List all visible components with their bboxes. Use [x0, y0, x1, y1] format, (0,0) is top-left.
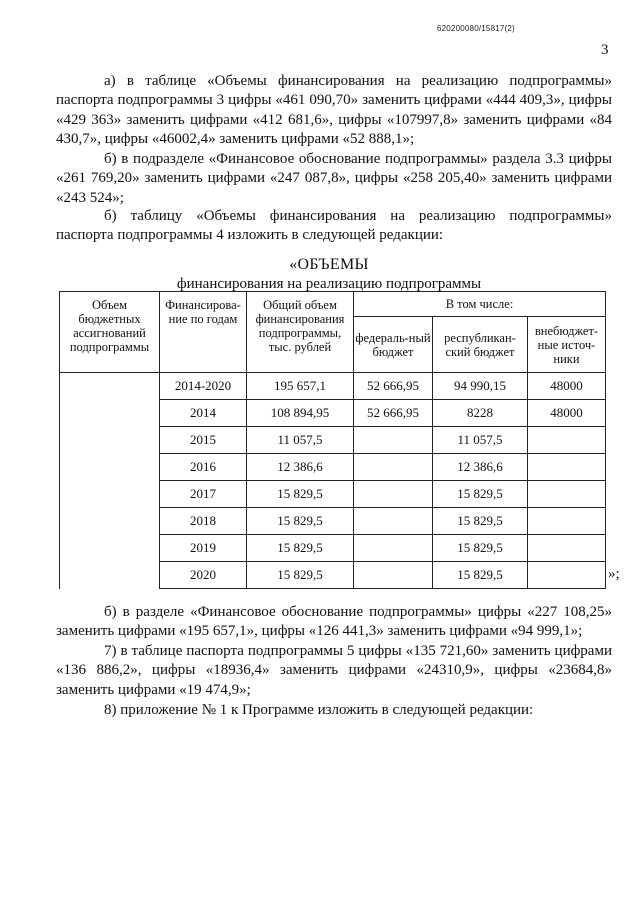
empty-merged-cell: [60, 373, 160, 589]
paragraph-b-financial-justification: б) в подразделе «Финансовое обоснование подпрограммы» раздела 3.3 цифры «261 769,20» заменить цифрами «247 087,8», цифры «258 205,40» заменить цифрами «243 524»;: [56, 151, 612, 206]
cell-year: 2015: [160, 427, 247, 454]
cell-total: 11 057,5: [247, 427, 354, 454]
header-including: В том числе:: [354, 292, 606, 317]
cell-total: 15 829,5: [247, 481, 354, 508]
cell-federal: [354, 535, 433, 562]
paragraph-8-appendix-1: 8) приложение № 1 к Программе изложить в следующей редакции:: [104, 702, 534, 718]
cell-total: 15 829,5: [247, 562, 354, 589]
cell-republican: 15 829,5: [433, 535, 528, 562]
cell-republican: 11 057,5: [433, 427, 528, 454]
document-id: 620200080/15817(2): [437, 24, 515, 33]
cell-extra: 48000: [528, 373, 606, 400]
cell-year: 2014-2020: [160, 373, 247, 400]
table-caption-title: «ОБЪЕМЫ: [289, 256, 369, 273]
cell-year: 2014: [160, 400, 247, 427]
cell-republican: 15 829,5: [433, 508, 528, 535]
table-row: [60, 373, 606, 400]
cell-extra: [528, 562, 606, 589]
cell-federal: 52 666,95: [354, 373, 433, 400]
cell-republican: 15 829,5: [433, 481, 528, 508]
cell-federal: [354, 481, 433, 508]
cell-year: 2017: [160, 481, 247, 508]
cell-year: 2016: [160, 454, 247, 481]
cell-federal: [354, 562, 433, 589]
cell-federal: [354, 427, 433, 454]
cell-republican: 8228: [433, 400, 528, 427]
paragraph-7-subprogram-5: 7) в таблице паспорта подпрограммы 5 цифры «135 721,60» заменить цифрами «136 886,2», цифры «18936,4» заменить цифрами «24310,9», цифры «23684,8» заменить цифрами «19 474,9»;: [56, 643, 612, 698]
cell-extra: [528, 427, 606, 454]
cell-total: 15 829,5: [247, 508, 354, 535]
header-budget-allocation: Объем бюджетных ассигнований подпрограммы: [60, 292, 160, 373]
table-caption-subtitle: финансирования на реализацию подпрограммы: [176, 276, 482, 292]
financing-table: [59, 291, 606, 589]
header-federal-budget: федераль-ный бюджет: [354, 317, 433, 373]
cell-total: 12 386,6: [247, 454, 354, 481]
cell-extra: [528, 508, 606, 535]
cell-federal: [354, 454, 433, 481]
header-extrabudgetary: внебюджет-ные источ-ники: [528, 317, 606, 373]
paragraph-b-table-subprogram-4: б) таблицу «Объемы финансирования на реализацию подпрограммы» паспорта подпрограммы 4 изложить в следующей редакции:: [56, 208, 612, 244]
header-republican-budget: республикан-ский бюджет: [433, 317, 528, 373]
paragraph-b-section-financial-justification: б) в разделе «Финансовое обоснование подпрограммы» цифры «227 108,25» заменить цифрами «195 657,1», цифры «126 441,3» заменить цифрами «94 999,1»;: [56, 604, 612, 640]
cell-total: 108 894,95: [247, 400, 354, 427]
page-number: 3: [601, 42, 609, 58]
cell-extra: [528, 535, 606, 562]
cell-total: 15 829,5: [247, 535, 354, 562]
table-closing-quote: »;: [608, 566, 620, 582]
cell-year: 2018: [160, 508, 247, 535]
header-total-volume: Общий объем финансирования подпрограммы, тыс. рублей: [247, 292, 354, 373]
cell-total: 195 657,1: [247, 373, 354, 400]
cell-republican: 15 829,5: [433, 562, 528, 589]
cell-republican: 94 990,15: [433, 373, 528, 400]
cell-extra: [528, 454, 606, 481]
cell-federal: [354, 508, 433, 535]
cell-year: 2020: [160, 562, 247, 589]
paragraph-a-subprogram-3: а) в таблице «Объемы финансирования на реализацию подпрограммы» паспорта подпрограммы 3 цифры «461 090,70» заменить цифрами «444 409,3», цифры «429 363» заменить цифрами «412 681,6», цифры «107997,8» заменить цифрами «84 430,7», цифры «46002,4» заменить цифрами «52 888,1»;: [56, 73, 612, 148]
header-financing-by-years: Финансирова-ние по годам: [160, 292, 247, 373]
cell-republican: 12 386,6: [433, 454, 528, 481]
cell-extra: [528, 481, 606, 508]
cell-extra: 48000: [528, 400, 606, 427]
cell-federal: 52 666,95: [354, 400, 433, 427]
cell-year: 2019: [160, 535, 247, 562]
